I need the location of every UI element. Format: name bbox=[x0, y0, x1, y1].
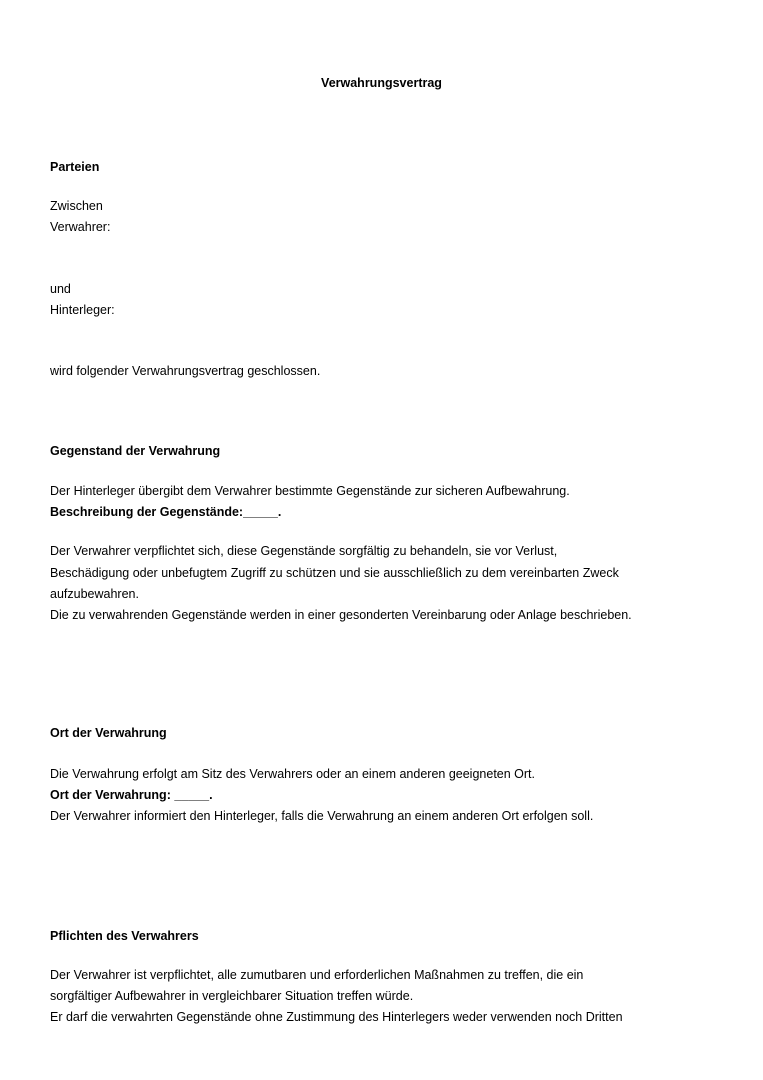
text-vertragsschluss: wird folgender Verwahrungsvertrag geschlossen. bbox=[50, 364, 321, 378]
section-heading-pflichten: Pflichten des Verwahrers bbox=[50, 929, 199, 943]
paragraph-gegenstand-2-line-1: Der Verwahrer verpflichtet sich, diese Gegenstände sorgfältig zu behandeln, sie vor Verlust, bbox=[50, 544, 558, 558]
text-und: und bbox=[50, 282, 71, 296]
paragraph-pflichten-1-line-2: sorgfältiger Aufbewahrer in vergleichbarer Situation treffen würde. bbox=[50, 989, 414, 1003]
field-beschreibung-gegenstaende: Beschreibung der Gegenstände:_____. bbox=[50, 505, 282, 519]
section-heading-parteien: Parteien bbox=[50, 160, 100, 174]
paragraph-gegenstand-3: Die zu verwahrenden Gegenstände werden in einer gesonderten Vereinbarung oder Anlage beschrieben. bbox=[50, 608, 632, 622]
paragraph-pflichten-2: Er darf die verwahrten Gegenstände ohne Zustimmung des Hinterlegers weder verwenden noch Dritten bbox=[50, 1010, 623, 1024]
section-heading-gegenstand: Gegenstand der Verwahrung bbox=[50, 444, 221, 458]
section-heading-ort: Ort der Verwahrung bbox=[50, 726, 167, 740]
label-verwahrer: Verwahrer: bbox=[50, 220, 111, 234]
paragraph-gegenstand-2-line-3: aufzubewahren. bbox=[50, 587, 139, 601]
field-ort-der-verwahrung: Ort der Verwahrung: _____. bbox=[50, 788, 213, 802]
label-hinterleger: Hinterleger: bbox=[50, 303, 115, 317]
text-zwischen: Zwischen bbox=[50, 199, 103, 213]
paragraph-gegenstand-1: Der Hinterleger übergibt dem Verwahrer bestimmte Gegenstände zur sicheren Aufbewahrung. bbox=[50, 484, 570, 498]
paragraph-pflichten-1-line-1: Der Verwahrer ist verpflichtet, alle zumutbaren und erforderlichen Maßnahmen zu treffen, die ein bbox=[50, 968, 584, 982]
paragraph-ort-2: Der Verwahrer informiert den Hinterleger, falls die Verwahrung an einem anderen Ort erfolgen soll. bbox=[50, 809, 594, 823]
document-title: Verwahrungsvertrag bbox=[321, 76, 442, 90]
paragraph-gegenstand-2-line-2: Beschädigung oder unbefugtem Zugriff zu schützen und sie ausschließlich zu dem vereinbarten Zweck bbox=[50, 566, 619, 580]
paragraph-ort-1: Die Verwahrung erfolgt am Sitz des Verwahrers oder an einem anderen geeigneten Ort. bbox=[50, 767, 535, 781]
